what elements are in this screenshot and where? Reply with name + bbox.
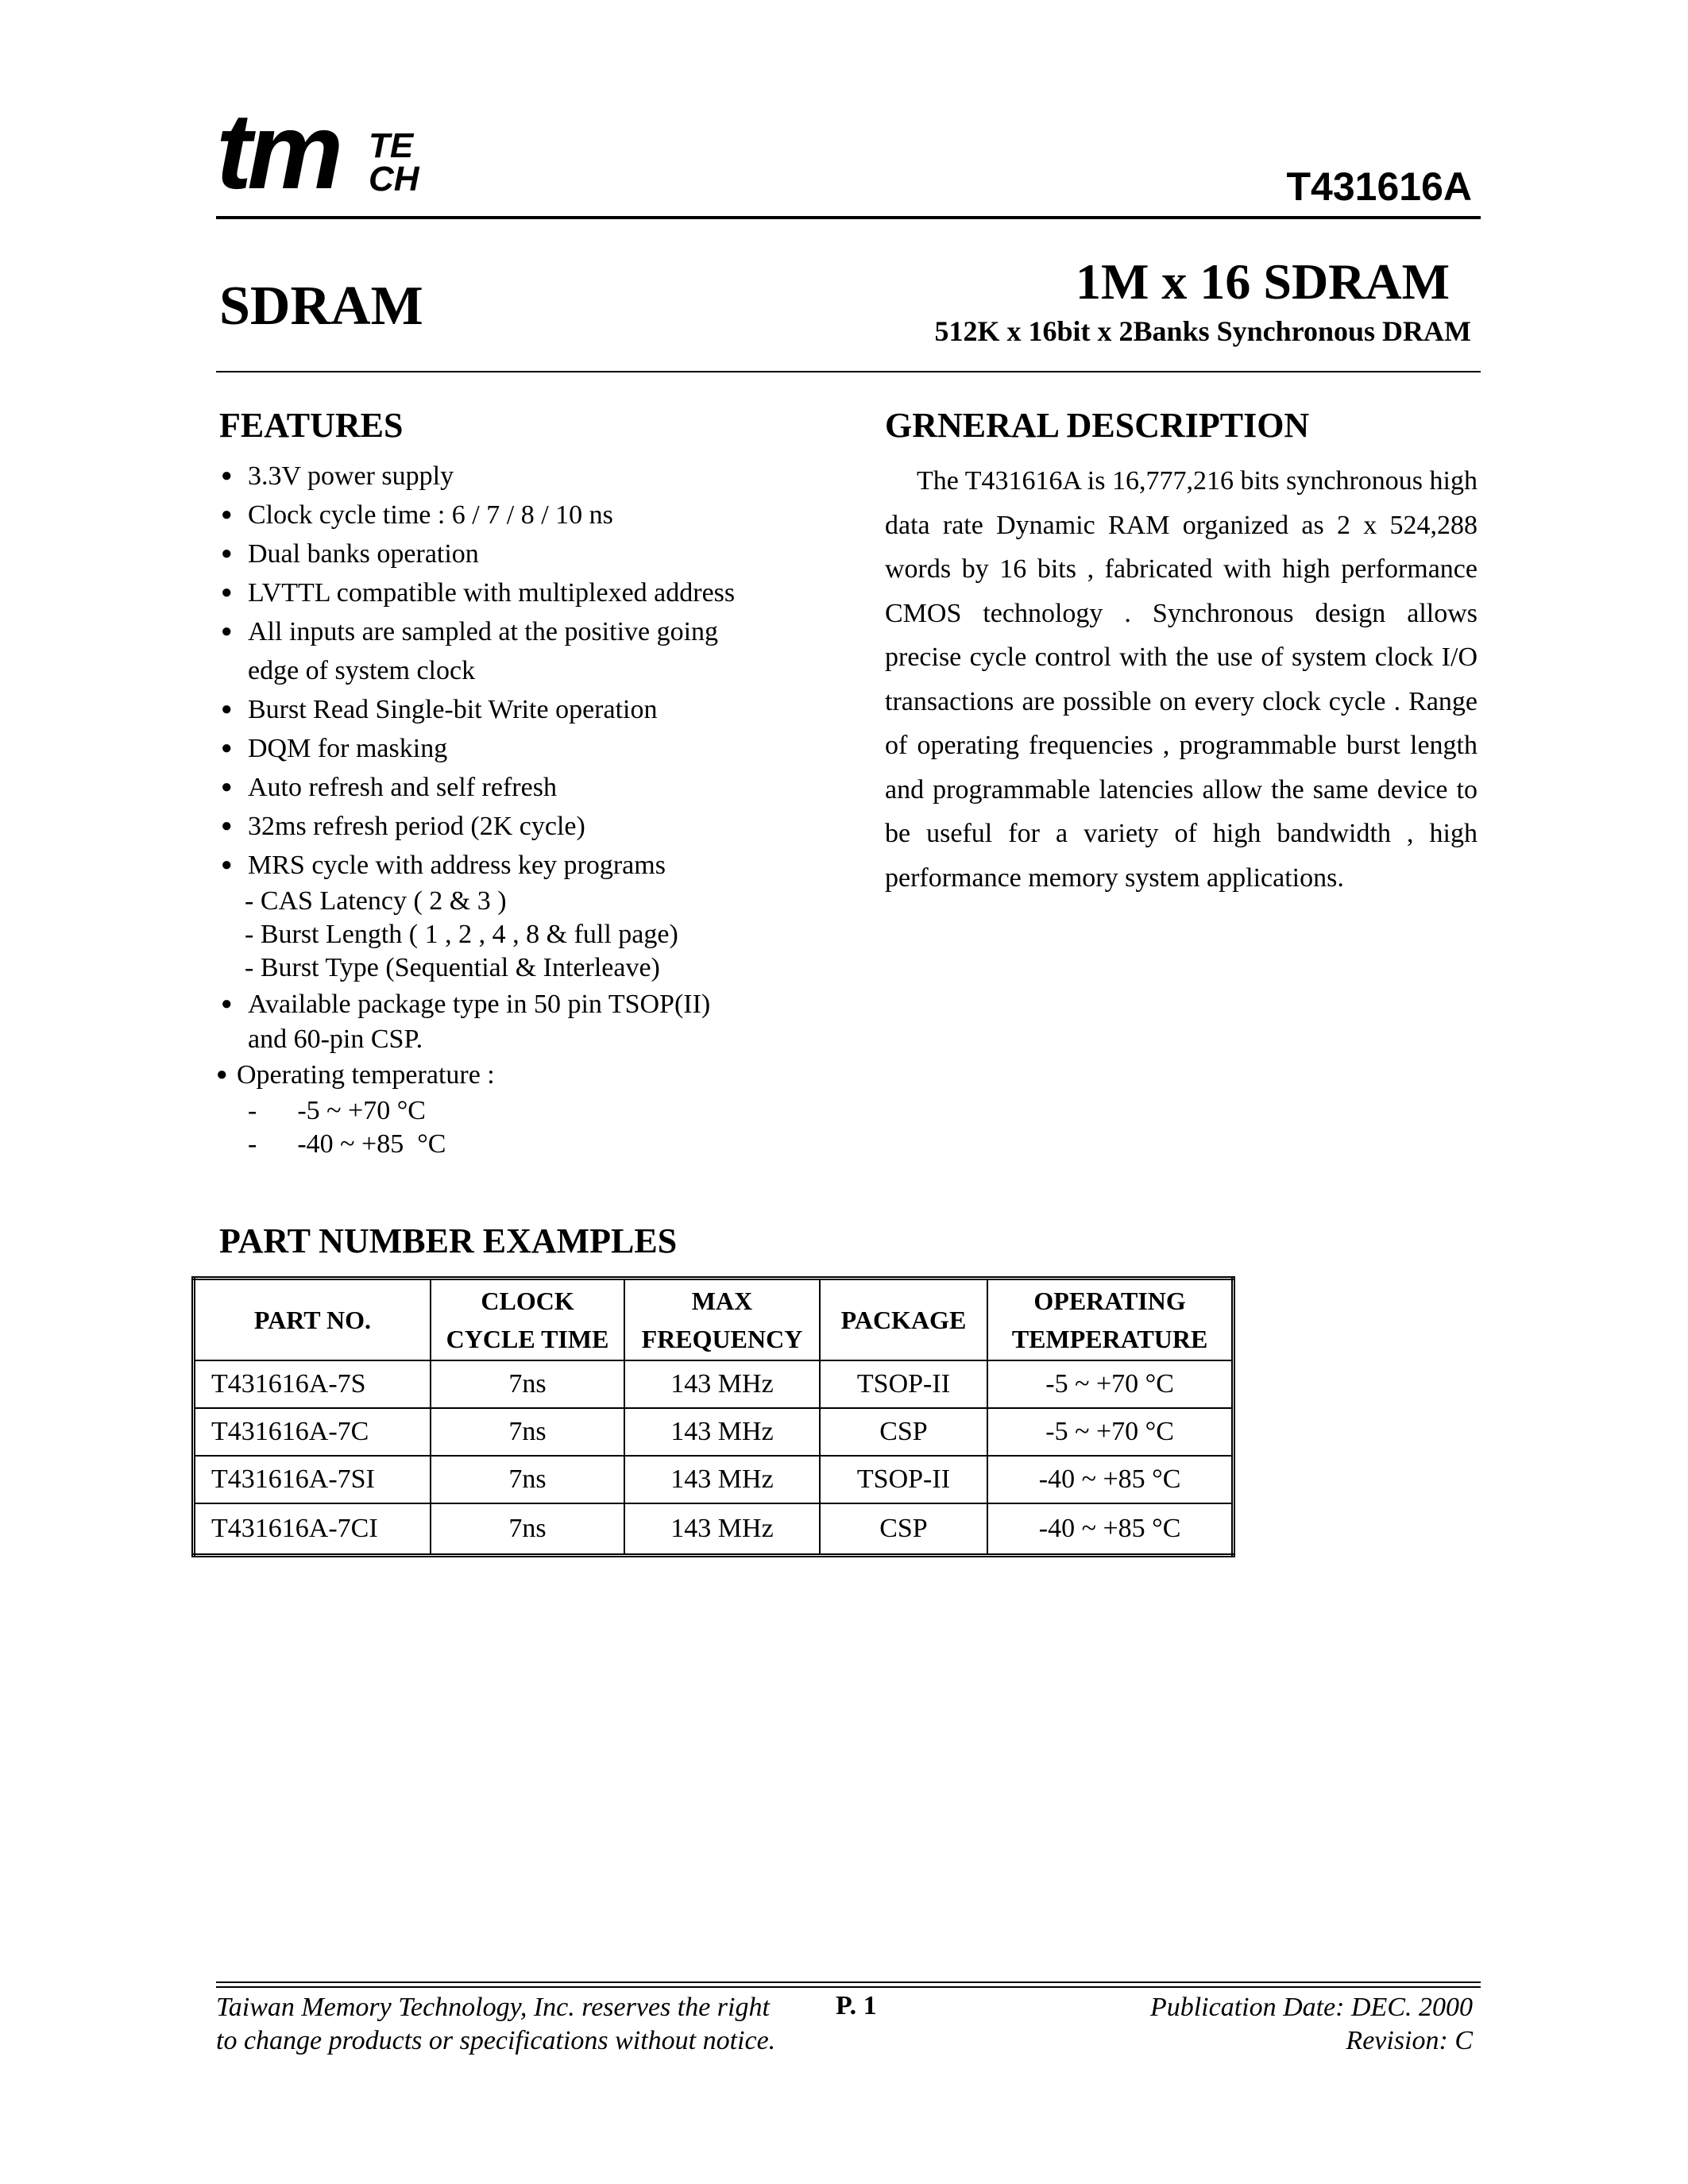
sub-item: - -40 ~ +85 °C	[248, 1129, 446, 1159]
table-row	[194, 1360, 1234, 1408]
bullet-icon: ●	[221, 699, 233, 720]
bullet-icon: ●	[221, 582, 233, 603]
table-cell: -5 ~ +70 °C	[987, 1360, 1233, 1408]
sub-item: - Burst Type (Sequential & Interleave)	[245, 953, 660, 982]
sub-item: - -5 ~ +70 °C	[248, 1096, 426, 1125]
column-header: PART NO.	[194, 1279, 431, 1361]
part-examples-heading: PART NUMBER EXAMPLES	[219, 1221, 678, 1260]
list-item: ● All inputs are sampled at the positive going	[216, 612, 820, 651]
column-header: MAX FREQUENCY	[624, 1279, 820, 1361]
bullet-icon: ●	[221, 994, 233, 1014]
table-cell: -40 ~ +85 °C	[987, 1456, 1233, 1503]
bullet-icon: ●	[221, 738, 233, 758]
list-item: ● MRS cycle with address key programs	[216, 846, 820, 885]
table-cell: T431616A-7S	[194, 1360, 431, 1408]
column-header: PACKAGE	[820, 1279, 987, 1361]
footer-notice: Taiwan Memory Technology, Inc. reserves the right to change products or specifications without notice.	[216, 1993, 776, 2055]
table-row	[194, 1456, 1234, 1503]
footer-rule-bottom	[216, 1986, 1481, 1988]
table-cell: TSOP-II	[820, 1456, 987, 1503]
table-cell: 143 MHz	[624, 1503, 820, 1556]
description-text: The T431616A is 16,777,216 bits synchronous high data rate Dynamic RAM organized as 2 x 524,288 words by 16 bits , fabricated with high performance CMOS technology . Synchronous design allows precise cycle control with the use of system clock I/O transactions are possible on every clock cycle . Range of operating frequencies , programmable burst length and programmable latencies allow the same device to be useful for a variety of high bandwidth , high performance memory system applications.	[885, 466, 1477, 893]
logo-ch-text: CH	[369, 160, 419, 199]
table-cell: -5 ~ +70 °C	[987, 1408, 1233, 1456]
list-item: ● 32ms refresh period (2K cycle)	[216, 807, 820, 846]
column-header: CLOCK CYCLE TIME	[431, 1279, 624, 1361]
bullet-icon: ●	[221, 504, 233, 525]
header-rule	[216, 216, 1481, 219]
company-logo	[216, 91, 478, 214]
list-item-continuation: and 60-pin CSP.	[248, 1024, 423, 1054]
features-list	[216, 457, 820, 1161]
list-item: ● Operating temperature :	[216, 1055, 820, 1094]
page-title: SDRAM	[219, 276, 423, 337]
bullet-icon: ●	[221, 816, 233, 836]
column-header: OPERATING TEMPERATURE	[987, 1279, 1233, 1361]
table-cell: 7ns	[431, 1408, 624, 1456]
table-cell: T431616A-7C	[194, 1408, 431, 1456]
table-header-row	[194, 1279, 1234, 1361]
logo-te-text: TE	[369, 126, 414, 165]
table-cell: TSOP-II	[820, 1360, 987, 1408]
features-heading: FEATURES	[219, 406, 404, 445]
list-item: ● 3.3V power supply	[216, 457, 820, 496]
table-cell: CSP	[820, 1408, 987, 1456]
list-item: ● Auto refresh and self refresh	[216, 768, 820, 807]
bullet-icon: ●	[221, 777, 233, 797]
list-item: ● Clock cycle time : 6 / 7 / 8 / 10 ns	[216, 496, 820, 534]
table-cell: 7ns	[431, 1456, 624, 1503]
description-heading: GRNERAL DESCRIPTION	[885, 406, 1310, 445]
list-item: ● Available package type in 50 pin TSOP(II)	[216, 985, 820, 1024]
table-cell: CSP	[820, 1503, 987, 1556]
table-cell: -40 ~ +85 °C	[987, 1503, 1233, 1556]
table-row	[194, 1408, 1234, 1456]
bullet-icon: ●	[221, 543, 233, 564]
list-item: ● LVTTL compatible with multiplexed address	[216, 573, 820, 612]
page-number: P. 1	[836, 1991, 877, 2020]
table-cell: T431616A-7SI	[194, 1456, 431, 1503]
table-cell: 143 MHz	[624, 1360, 820, 1408]
table-cell: 143 MHz	[624, 1456, 820, 1503]
bullet-icon: ●	[221, 621, 233, 642]
table-cell: 143 MHz	[624, 1408, 820, 1456]
part-number-table	[191, 1276, 1235, 1557]
list-item-continuation: edge of system clock	[248, 656, 476, 685]
title-rule	[216, 371, 1481, 372]
footer-rule-top	[216, 1981, 1481, 1983]
table-cell: 7ns	[431, 1360, 624, 1408]
table-cell: T431616A-7CI	[194, 1503, 431, 1556]
sub-item: - CAS Latency ( 2 & 3 )	[245, 886, 507, 916]
sub-item: - Burst Length ( 1 , 2 , 4 , 8 & full page)	[245, 920, 678, 949]
list-item: ● DQM for masking	[216, 729, 820, 768]
bullet-icon: ●	[216, 1064, 228, 1085]
bullet-icon: ●	[221, 465, 233, 486]
list-item: ● Dual banks operation	[216, 534, 820, 573]
header-part-number: T431616A	[1286, 164, 1472, 209]
footer-publication: Publication Date: DEC. 2000 Revision: C	[1149, 1993, 1473, 2055]
list-item: ● Burst Read Single-bit Write operation	[216, 690, 820, 729]
table-cell: 7ns	[431, 1503, 624, 1556]
product-subtitle: 512K x 16bit x 2Banks Synchronous DRAM	[934, 315, 1471, 347]
bullet-icon: ●	[221, 855, 233, 875]
table-row	[194, 1503, 1234, 1556]
product-title: 1M x 16 SDRAM	[1075, 253, 1450, 310]
logo-tm-text: tm	[216, 91, 339, 211]
